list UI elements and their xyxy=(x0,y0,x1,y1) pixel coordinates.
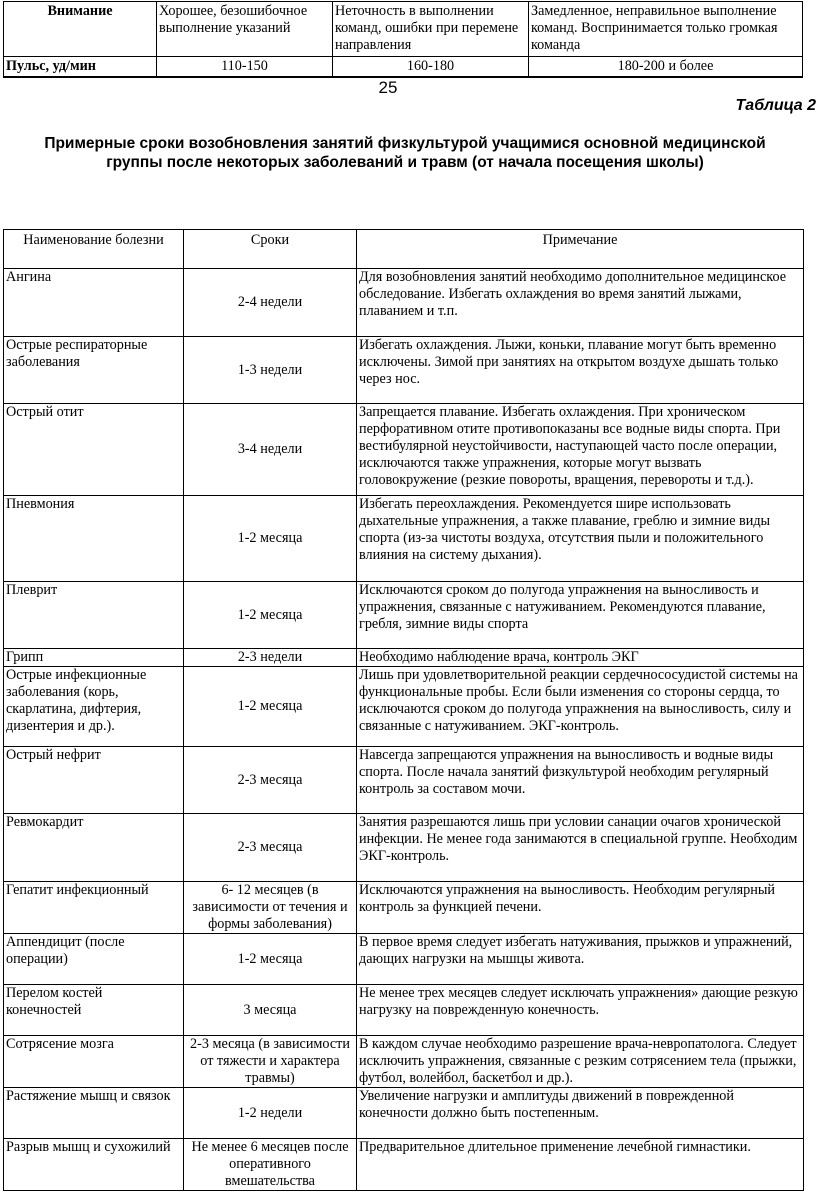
table-row xyxy=(4,1139,804,1191)
table-row xyxy=(4,582,804,649)
term-cell: 1-2 месяца xyxy=(184,934,357,985)
table-row xyxy=(4,269,804,337)
note-cell: Необходимо наблюдение врача, контроль ЭКГ xyxy=(357,649,804,667)
term-cell: 2-3 месяца (в зависимости от тяжести и характера травмы) xyxy=(184,1036,357,1088)
term-cell: 6- 12 месяцев (в зависимости от течения и формы заболевания) xyxy=(184,882,357,934)
row-label: Пульс, уд/мин xyxy=(4,57,157,78)
note-cell: Лишь при удовлетворительной реакции сердечнососудистой системы на функциональные пробы. Если были изменения со стороны сердца, то исключаются сроком до полугода упражнения на выносливость, силу и связанные с натуживанием. ЭКГ-контроль. xyxy=(357,667,804,747)
note-cell: Исключаются сроком до полугода упражнения на выносливость и упражнения, связанные с натуживанием. Рекомендуются плавание, гребля, зимние виды спорта xyxy=(357,582,804,649)
row-label: Внимание xyxy=(4,2,157,57)
table-label: Таблица 2 xyxy=(735,97,816,114)
top-row-pulse xyxy=(4,57,803,78)
term-cell: 3 месяца xyxy=(184,985,357,1036)
term-cell: 2-4 недели xyxy=(184,269,357,337)
top-table xyxy=(3,1,803,78)
table-row xyxy=(4,814,804,882)
table-row xyxy=(4,882,804,934)
cell-bad: 180-200 и более xyxy=(529,57,803,78)
page-number: 25 xyxy=(378,78,398,97)
term-cell: Не менее 6 месяцев после оперативного вмешательства xyxy=(184,1139,357,1191)
header-note: Примечание xyxy=(357,230,804,269)
disease-cell: Перелом костей конечностей xyxy=(4,985,184,1036)
note-cell: В первое время следует избегать натуживания, прыжков и упражнений, дающих нагрузки на мышцы живота. xyxy=(357,934,804,985)
disease-cell: Гепатит инфекционный xyxy=(4,882,184,934)
note-cell: Избегать охлаждения. Лыжи, коньки, плавание могут быть временно исключены. Зимой при занятиях на открытом воздухе дышать только через нос. xyxy=(357,337,804,404)
disease-cell: Сотрясение мозга xyxy=(4,1036,184,1088)
document-title: Примерные сроки возобновления занятий физкультурой учащимися основной медицинской группы после некоторых заболеваний и травм (от начала посещения школы) xyxy=(44,135,766,171)
table-row xyxy=(4,667,804,747)
disease-cell: Ангина xyxy=(4,269,184,337)
note-cell: Для возобновления занятий необходимо дополнительное медицинское обследование. Избегать охлаждения во время занятий лыжами, плаванием и т.п. xyxy=(357,269,804,337)
table-body xyxy=(4,269,804,1191)
term-cell: 1-2 месяца xyxy=(184,496,357,582)
term-cell: 2-3 месяца xyxy=(184,814,357,882)
table-row xyxy=(4,1036,804,1088)
disease-cell: Растяжение мышц и связок xyxy=(4,1088,184,1139)
note-cell: Избегать переохлаждения. Рекомендуется шире использовать дыхательные упражнения, а также плавание, греблю и зимние виды спорта (из-за чистоты воздуха, отсутствия пыли и положительного влияния на систему дыхания). xyxy=(357,496,804,582)
note-cell: Предварительное длительное применение лечебной гимнастики. xyxy=(357,1139,804,1191)
term-cell: 1-2 недели xyxy=(184,1088,357,1139)
note-cell: Занятия разрешаются лишь при условии санации очагов хронической инфекции. Не менее года занимаются в специальной группе. Необходим ЭКГ-контроль. xyxy=(357,814,804,882)
disease-cell: Пневмония xyxy=(4,496,184,582)
table-row xyxy=(4,404,804,496)
term-cell: 2-3 месяца xyxy=(184,747,357,814)
top-row-attention xyxy=(4,2,803,57)
term-cell: 2-3 недели xyxy=(184,649,357,667)
note-cell: Увеличение нагрузки и амплитуды движений в поврежденной конечности должно быть постепенным. xyxy=(357,1088,804,1139)
table-header-row xyxy=(4,230,804,269)
header-term: Сроки xyxy=(184,230,357,269)
cell-medium: 160-180 xyxy=(333,57,529,78)
table-row xyxy=(4,747,804,814)
disease-cell: Разрыв мышц и сухожилий xyxy=(4,1139,184,1191)
note-cell: Исключаются упражнения на выносливость. Необходим регулярный контроль за функцией печени. xyxy=(357,882,804,934)
disease-cell: Ревмокардит xyxy=(4,814,184,882)
note-cell: В каждом случае необходимо разрешение врача-невропатолога. Следует исключить упражнения, связанные с резким сотрясением тела (прыжки, футбол, волейбол, баскетбол и др.). xyxy=(357,1036,804,1088)
cell-good: 110-150 xyxy=(157,57,333,78)
cell-good: Хорошее, безошибочное выполнение указаний xyxy=(157,2,333,57)
disease-cell: Плеврит xyxy=(4,582,184,649)
note-cell: Не менее трех месяцев следует исключать упражнения» дающие резкую нагрузку на поврежденную конечность. xyxy=(357,985,804,1036)
recovery-terms-table xyxy=(3,229,804,1191)
cell-medium: Неточность в выполнении команд, ошибки при перемене направления xyxy=(333,2,529,57)
table-row xyxy=(4,1088,804,1139)
table-row xyxy=(4,985,804,1036)
disease-cell: Острые респираторные заболевания xyxy=(4,337,184,404)
term-cell: 1-2 месяца xyxy=(184,667,357,747)
header-disease: Наименование болезни xyxy=(4,230,184,269)
disease-cell: Грипп xyxy=(4,649,184,667)
note-cell: Запрещается плавание. Избегать охлаждения. При хроническом перфоративном отите противопоказаны все водные виды спорта. При вестибулярной неустойчивости, наступающей часто после операции, исключаются также упражнения, которые могут вызвать головокружение (резкие повороты, вращения, перевороты и т.д.). xyxy=(357,404,804,496)
term-cell: 3-4 недели xyxy=(184,404,357,496)
term-cell: 1-3 недели xyxy=(184,337,357,404)
disease-cell: Острый отит xyxy=(4,404,184,496)
disease-cell: Аппендицит (после операции) xyxy=(4,934,184,985)
table-row xyxy=(4,934,804,985)
note-cell: Навсегда запрещаются упражнения на выносливость и водные виды спорта. После начала занятий физкультурой необходим регулярный контроль за составом мочи. xyxy=(357,747,804,814)
table-row xyxy=(4,649,804,667)
disease-cell: Острый нефрит xyxy=(4,747,184,814)
disease-cell: Острые инфекционные заболевания (корь, скарлатина, дифтерия, дизентерия и др.). xyxy=(4,667,184,747)
table-row xyxy=(4,337,804,404)
cell-bad: Замедленное, неправильное выполнение команд. Воспринимается только громкая команда xyxy=(529,2,803,57)
table-row xyxy=(4,496,804,582)
term-cell: 1-2 месяца xyxy=(184,582,357,649)
